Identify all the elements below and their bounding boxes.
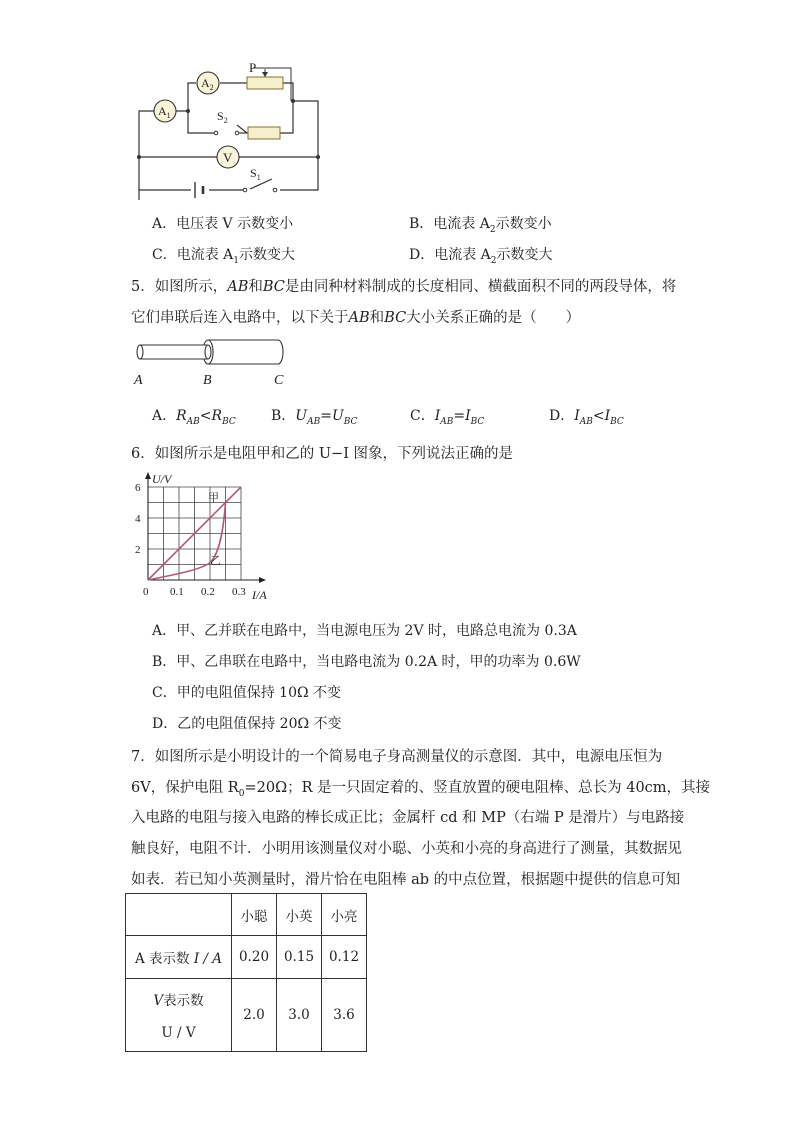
row1-label-pre: A 表示数 bbox=[134, 951, 194, 967]
svg-text:I/A bbox=[251, 588, 267, 602]
q5-c-op: = bbox=[453, 408, 466, 424]
rheostat-resistor bbox=[247, 77, 283, 89]
wire-a1-a2 bbox=[175, 83, 196, 111]
conductor-bc bbox=[208, 340, 283, 364]
q5-l2-post: 大小关系正确的是（ ） bbox=[406, 310, 581, 326]
q5-c-rhs-sub: BC bbox=[470, 416, 485, 427]
q5-d-lhs-sub: AB bbox=[579, 416, 593, 427]
y-tick-2: 2 bbox=[135, 544, 141, 556]
q5-b-rhs-sub: BC bbox=[343, 416, 358, 427]
slider-arrow bbox=[262, 72, 268, 77]
q6-stem: 6．如图所示是电阻甲和乙的 U−I 图象，下列说法正确的是 bbox=[131, 446, 514, 462]
q5-l1-post: 是由同种材料制成的长度相同、横截面积不同的两段导体，将 bbox=[284, 279, 677, 295]
x-axis-label: I/A bbox=[252, 588, 267, 602]
q5-a-lhs: R bbox=[176, 408, 187, 424]
label-a: A bbox=[134, 373, 143, 388]
q5-b-op: = bbox=[320, 408, 332, 424]
table-cell: 3.6 bbox=[322, 979, 367, 1052]
q5-l2-mid: 和 bbox=[369, 310, 385, 326]
q4-option-b-sub: 2 bbox=[489, 224, 496, 235]
label-v: V bbox=[223, 150, 233, 165]
q5-stem-line1 bbox=[131, 275, 676, 296]
ui-graph-q6 bbox=[128, 470, 278, 605]
q7-stem-line1: 7．如图所示是小明设计的一个简易电子身高测量仪的示意图．其中，电源电压恒为 bbox=[131, 749, 663, 765]
q5-l2-pre: 它们串联后连入电路中，以下关于 bbox=[131, 310, 349, 326]
q4-option-b-pre: B．电流表 A bbox=[409, 216, 490, 232]
q5-a-lhs-sub: AB bbox=[186, 416, 200, 427]
q5-b-lhs: U bbox=[295, 408, 308, 424]
wire-s2-left bbox=[188, 111, 215, 133]
q5-option-b bbox=[271, 405, 357, 427]
table-row-label bbox=[126, 936, 232, 979]
fixed-resistor bbox=[248, 127, 280, 139]
row1-label-unit: I / A bbox=[193, 951, 223, 967]
label-s2-sub: 2 bbox=[223, 116, 228, 125]
conductor-ab bbox=[140, 345, 208, 359]
q5-a-op: < bbox=[199, 408, 212, 424]
q5-d-prefix: D． bbox=[549, 408, 575, 424]
q5-d-rhs-sub: BC bbox=[610, 416, 624, 427]
table-cell: 0.15 bbox=[277, 936, 322, 979]
table-cell: 2.0 bbox=[232, 979, 277, 1052]
q4-option-d-post: 示数变大 bbox=[496, 247, 553, 263]
label-c: C bbox=[274, 373, 284, 388]
switch-contact bbox=[235, 131, 239, 135]
q4-option-c-post: 示数变大 bbox=[239, 247, 296, 263]
row2-label-v: V bbox=[153, 993, 164, 1009]
table-row bbox=[126, 979, 367, 1052]
wire-left bbox=[139, 111, 155, 200]
x-tick-02: 0.2 bbox=[201, 586, 215, 598]
q5-a-rhs: R bbox=[211, 408, 223, 424]
junction-dot bbox=[137, 155, 141, 159]
table-header-cell: 小英 bbox=[277, 894, 322, 936]
q7-l2-sub: 0 bbox=[238, 788, 245, 799]
conductor-diagram-q5 bbox=[128, 335, 298, 390]
q4-option-d-sub: 2 bbox=[490, 255, 497, 266]
label-s2: S bbox=[217, 109, 224, 123]
q4-option-c-pre: C．电流表 A bbox=[152, 247, 234, 263]
q6-option-a: A．甲、乙并联在电路中，当电源电压为 2V 时，电路总电流为 0.3A bbox=[152, 623, 577, 639]
q5-a-rhs-sub: BC bbox=[222, 416, 236, 427]
q6-option-d: D．乙的电阻值保持 20Ω 不变 bbox=[152, 716, 342, 732]
x-tick-0: 0 bbox=[143, 586, 149, 598]
q4-option-a: A．电压表 V 示数变小 bbox=[152, 216, 294, 232]
q4-option-b-post: 示数变小 bbox=[495, 216, 552, 232]
x-axis-arrow bbox=[259, 577, 266, 583]
label-a2-sub: 2 bbox=[209, 83, 214, 92]
table-header-cell: 小聪 bbox=[232, 894, 277, 936]
circuit-diagram-q4 bbox=[125, 55, 340, 200]
label-p: P bbox=[249, 60, 257, 75]
q5-l1-bc: BC bbox=[262, 279, 285, 295]
q4-option-d-pre: D．电流表 A bbox=[409, 247, 491, 263]
svg-text:U/V bbox=[152, 472, 173, 486]
q6-option-b: B．甲、乙串联在电路中，当电路电流为 0.2A 时，甲的功率为 0.6W bbox=[152, 654, 581, 670]
q5-a-prefix: A． bbox=[152, 408, 177, 424]
label-yi: 乙 bbox=[210, 555, 221, 567]
label-s1: S bbox=[250, 166, 257, 180]
label-s1-sub: 1 bbox=[256, 173, 261, 182]
q7-stem-line5: 如表．若已知小英测量时，滑片恰在电阻棒 ab 的中点位置，根据题中提供的信息可知 bbox=[131, 872, 681, 888]
q6-option-c: C．甲的电阻值保持 10Ω 不变 bbox=[152, 685, 342, 701]
q7-l2-pre: 6V，保护电阻 R bbox=[131, 780, 239, 796]
measurement-table bbox=[125, 893, 367, 1052]
q5-option-d bbox=[549, 405, 624, 427]
row2-label-unit: U / V bbox=[161, 1025, 196, 1041]
q7-stem-line4: 触良好，电阻不计．小明用该测量仪对小聪、小英和小亮的身高进行了测量，其数据见 bbox=[131, 841, 682, 857]
y-tick-4: 4 bbox=[135, 513, 141, 525]
q7-stem-line2 bbox=[131, 776, 710, 799]
table-row bbox=[126, 936, 367, 979]
table-row-label bbox=[126, 979, 232, 1052]
table-header-cell: 小亮 bbox=[322, 894, 367, 936]
x-tick-01: 0.1 bbox=[170, 586, 184, 598]
table-header-row bbox=[126, 894, 367, 936]
q5-d-rhs: I bbox=[604, 408, 611, 424]
switch-contact bbox=[243, 188, 247, 192]
q5-option-c bbox=[410, 405, 484, 427]
q4-option-d bbox=[409, 244, 553, 266]
switch-contact bbox=[214, 131, 218, 135]
label-a1-sub: 1 bbox=[166, 111, 171, 120]
switch-s1-blade bbox=[250, 179, 272, 189]
q4-option-b bbox=[409, 213, 552, 235]
table-cell: 3.0 bbox=[277, 979, 322, 1052]
table-cell: 0.12 bbox=[322, 936, 367, 979]
q5-option-a bbox=[152, 405, 236, 427]
q5-l1-pre: 5．如图所示， bbox=[131, 279, 228, 295]
q7-l2-post: =20Ω；R 是一只固定着的、竖直放置的硬电阻棒、总长为 40cm，其接 bbox=[244, 780, 711, 796]
q5-b-prefix: B． bbox=[271, 408, 296, 424]
label-b: B bbox=[203, 373, 212, 388]
q5-l2-ab: AB bbox=[348, 310, 370, 326]
q5-b-lhs-sub: AB bbox=[307, 416, 321, 427]
switch-contact bbox=[273, 188, 277, 192]
q5-b-rhs: U bbox=[331, 408, 344, 424]
y-axis-arrow bbox=[145, 472, 151, 479]
wire-right-rail bbox=[280, 101, 318, 190]
q5-stem-line2 bbox=[131, 306, 580, 327]
x-tick-03: 0.3 bbox=[232, 586, 246, 598]
q5-c-lhs-sub: AB bbox=[440, 416, 454, 427]
table-cell: 0.20 bbox=[232, 936, 277, 979]
q5-l1-mid: 和 bbox=[248, 279, 263, 295]
q5-c-lhs: I bbox=[434, 408, 441, 424]
q4-option-c-sub: 1 bbox=[233, 255, 240, 266]
row2-label-post: 表示数 bbox=[163, 993, 204, 1009]
label-a1: A bbox=[158, 104, 167, 118]
svg-text:S1 bbox=[250, 166, 261, 182]
y-tick-6: 6 bbox=[135, 482, 141, 494]
q5-l1-ab: AB bbox=[227, 279, 249, 295]
label-jia: 甲 bbox=[208, 492, 219, 504]
svg-text:S2 bbox=[217, 109, 228, 125]
junction-dot bbox=[316, 155, 320, 159]
y-axis-label: U/V bbox=[152, 472, 172, 486]
q5-d-lhs: I bbox=[574, 408, 580, 424]
label-a2: A bbox=[201, 76, 210, 90]
q7-stem-line3: 入电路的电阻与接入电路的棒长成正比；金属杆 cd 和 MP（右端 P 是滑片）与电路接 bbox=[131, 810, 685, 826]
table-header-cell bbox=[126, 894, 232, 936]
q4-option-c bbox=[152, 244, 295, 266]
junction-dot bbox=[291, 99, 295, 103]
q5-c-rhs: I bbox=[465, 408, 471, 424]
q5-d-op: < bbox=[592, 408, 605, 424]
q5-c-prefix: C． bbox=[410, 408, 435, 424]
junction-dot bbox=[186, 109, 190, 113]
q5-l2-bc: BC bbox=[384, 310, 407, 326]
